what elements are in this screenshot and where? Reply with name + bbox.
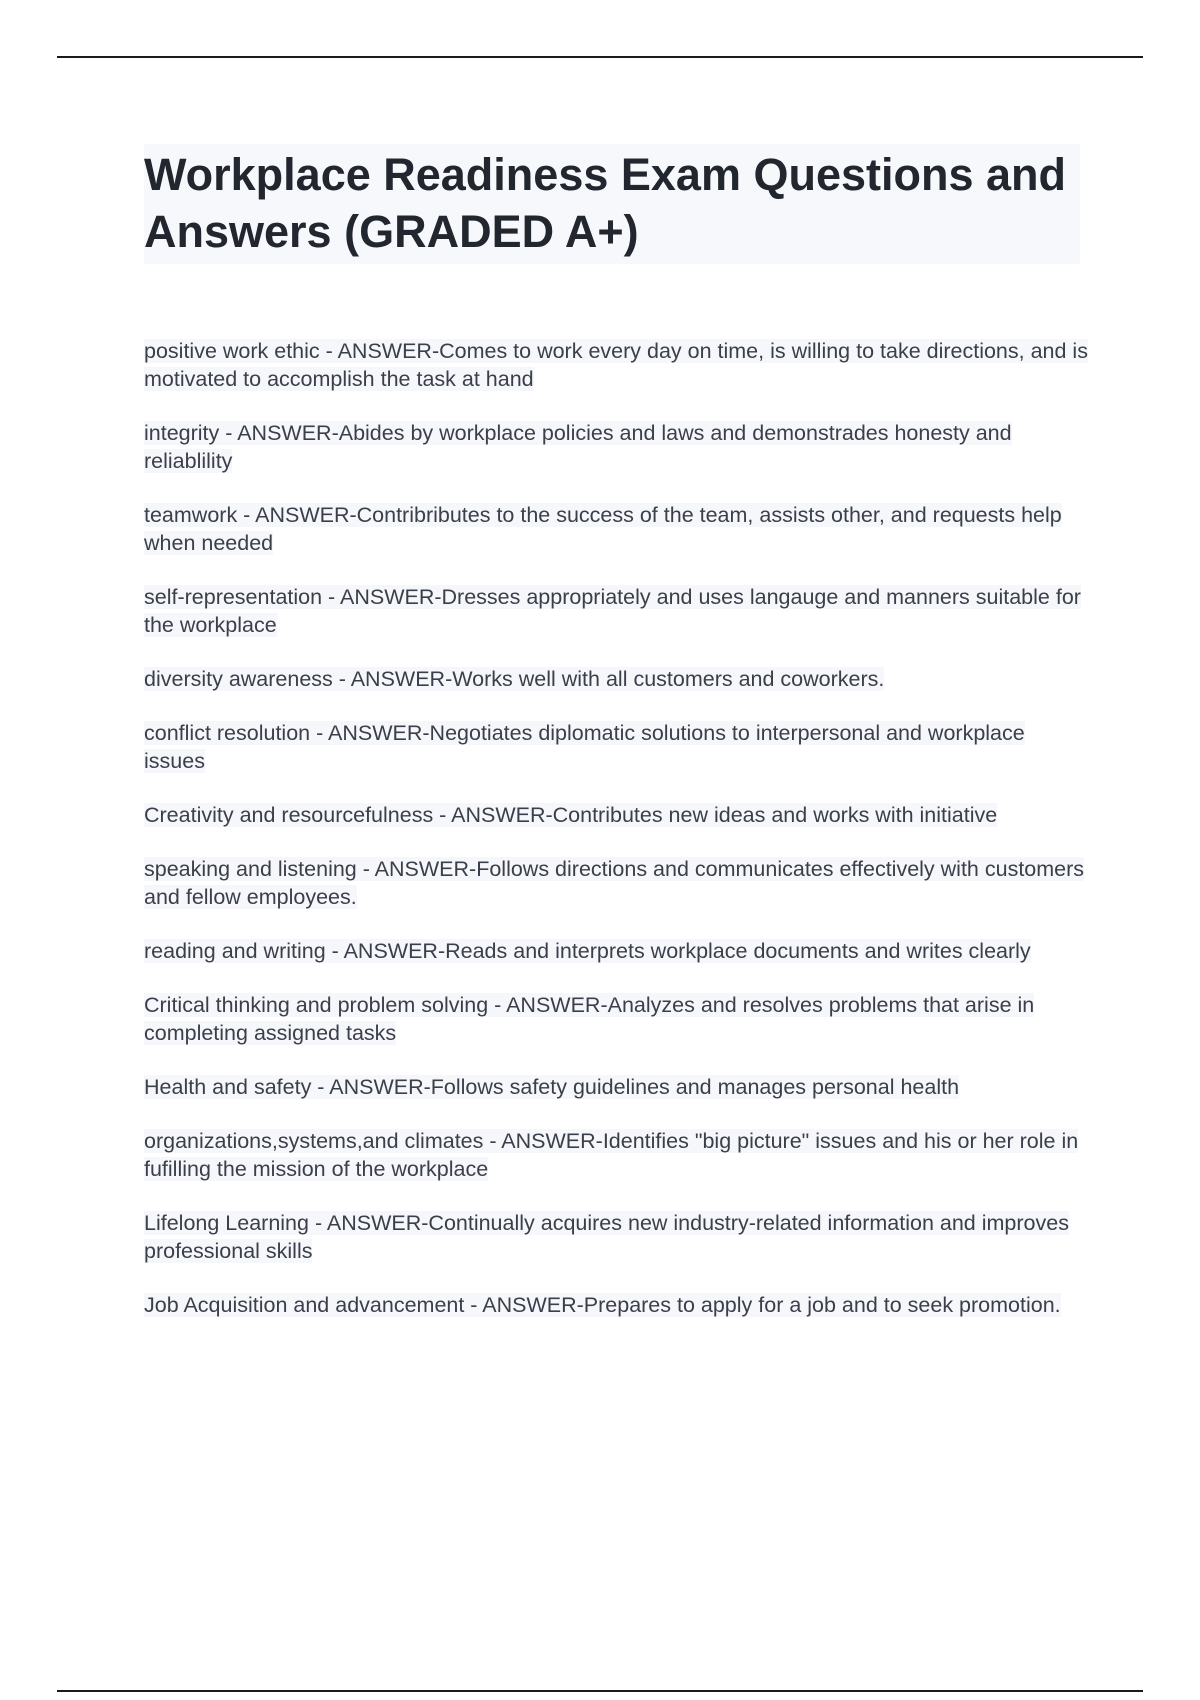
qa-item-text: reading and writing - ANSWER-Reads and interprets workplace documents and writes clearly: [144, 939, 1031, 963]
qa-item-text: self-representation - ANSWER-Dresses appropriately and uses langauge and manners suitable for the workplace: [144, 585, 1081, 637]
document-title: Workplace Readiness Exam Questions and Answers (GRADED A+): [144, 149, 1066, 257]
qa-item-text: diversity awareness - ANSWER-Works well with all customers and coworkers.: [144, 667, 885, 691]
qa-item: [144, 1073, 1090, 1101]
qa-item: [144, 1291, 1090, 1319]
qa-item: [144, 1127, 1090, 1183]
qa-item: [144, 719, 1090, 775]
qa-item: [144, 1209, 1090, 1265]
qa-item: [144, 937, 1090, 965]
qa-item: [144, 501, 1090, 557]
qa-item: [144, 337, 1090, 393]
qa-item: [144, 801, 1090, 829]
qa-item: [144, 665, 1090, 693]
header-rule: [57, 56, 1143, 58]
qa-item: [144, 419, 1090, 475]
qa-item-text: Creativity and resourcefulness - ANSWER-Contributes new ideas and works with initiative: [144, 803, 998, 827]
qa-item-text: conflict resolution - ANSWER-Negotiates diplomatic solutions to interpersonal and workplace issues: [144, 721, 1025, 773]
qa-item: [144, 855, 1090, 911]
qa-item-text: positive work ethic - ANSWER-Comes to work every day on time, is willing to take directions, and is motivated to accomplish the task at hand: [144, 339, 1088, 391]
qa-item: [144, 583, 1090, 639]
footer-rule: [57, 1690, 1143, 1692]
qa-item-text: Lifelong Learning - ANSWER-Continually acquires new industry-related information and improves professional skills: [144, 1211, 1069, 1263]
qa-list: [144, 337, 1090, 1345]
qa-item-text: integrity - ANSWER-Abides by workplace policies and laws and demonstrades honesty and reliablility: [144, 421, 1012, 473]
qa-item-text: Job Acquisition and advancement - ANSWER-Prepares to apply for a job and to seek promotion.: [144, 1293, 1061, 1317]
qa-item-text: speaking and listening - ANSWER-Follows directions and communicates effectively with customers and fellow employees.: [144, 857, 1085, 909]
qa-item-text: organizations,systems,and climates - ANSWER-Identifies "big picture" issues and his or her role in fufilling the mission of the workplace: [144, 1129, 1079, 1181]
qa-item-text: teamwork - ANSWER-Contribributes to the success of the team, assists other, and requests help when needed: [144, 503, 1062, 555]
qa-item-text: Health and safety - ANSWER-Follows safety guidelines and manages personal health: [144, 1075, 960, 1099]
qa-item: [144, 991, 1090, 1047]
qa-item-text: Critical thinking and problem solving - ANSWER-Analyzes and resolves problems that arise in completing assigned tasks: [144, 993, 1035, 1045]
title-block: [144, 144, 1080, 264]
